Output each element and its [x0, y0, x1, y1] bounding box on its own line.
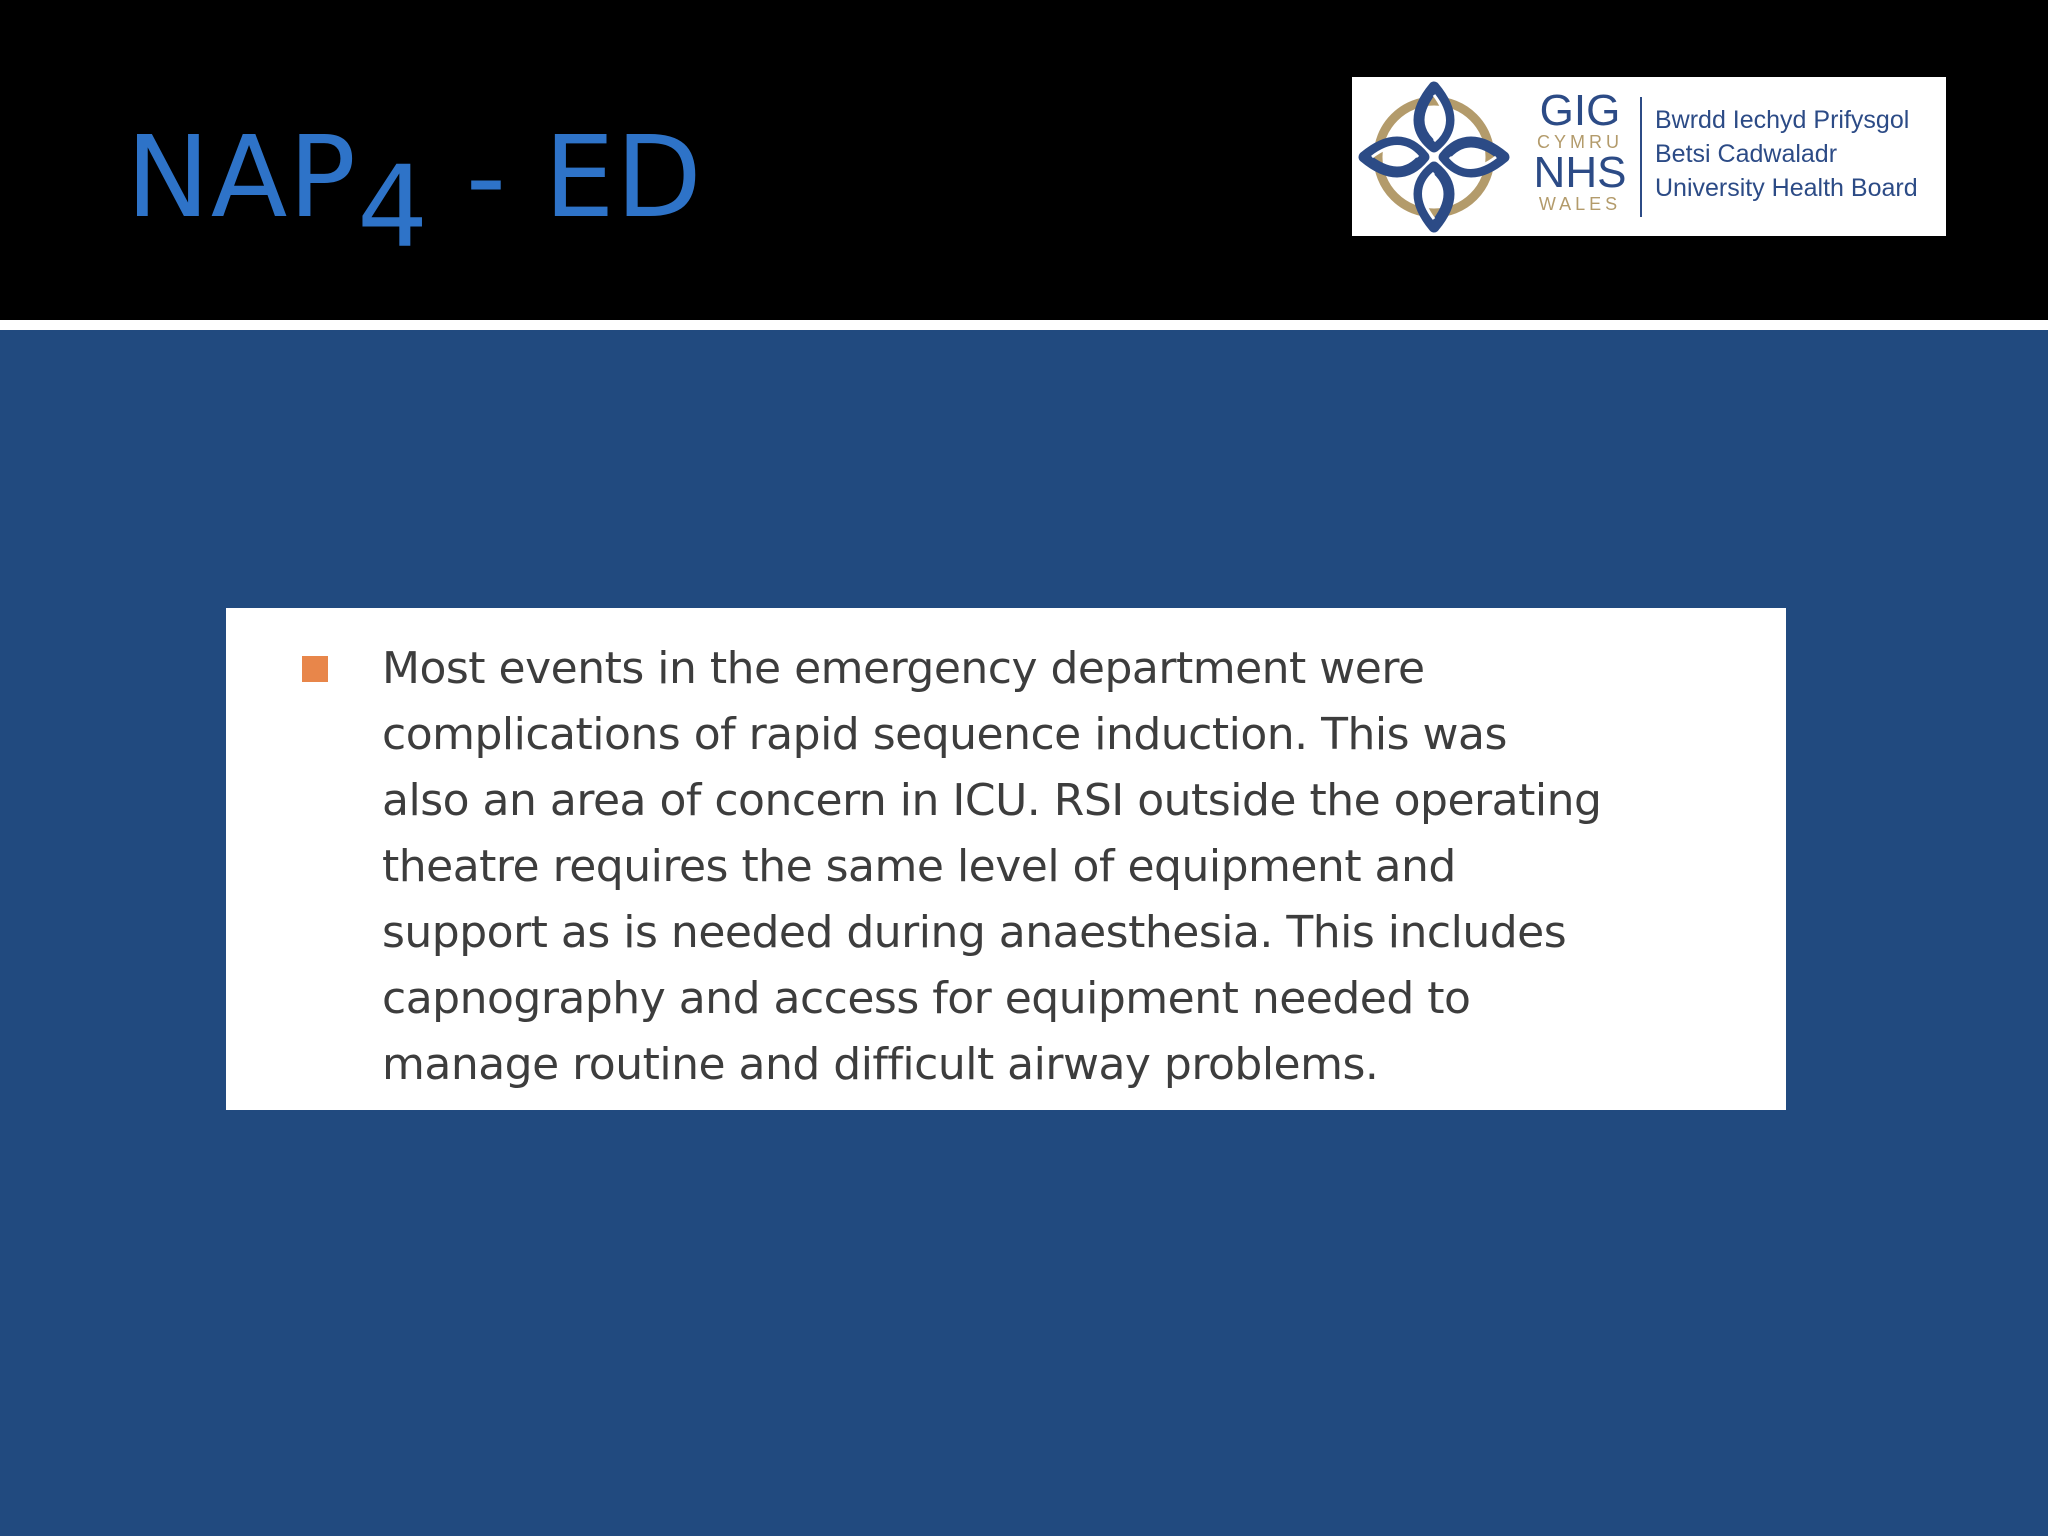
logo-board-name	[1655, 103, 1918, 205]
health-board-logo	[1352, 77, 1946, 236]
bullet-text	[382, 636, 1752, 1098]
logo-divider	[1640, 97, 1642, 217]
title-rest: - ED	[429, 113, 703, 243]
logo-wales-text: WALES	[1538, 194, 1622, 214]
content-box	[226, 608, 1786, 1110]
logo-board-line: University Health Board	[1655, 174, 1918, 202]
text-line: capnography and access for equipment needed to	[382, 973, 1471, 1024]
square-bullet-icon	[302, 656, 328, 682]
logo-nhs-text: NHS	[1533, 148, 1627, 197]
gig-nhs-wordmark	[1520, 86, 1640, 215]
text-line: Most events in the emergency department were	[382, 643, 1425, 694]
title-main: NAP	[126, 113, 357, 243]
text-line: manage routine and difficult airway problems.	[382, 1039, 1379, 1090]
title-subscript: 4	[356, 143, 430, 273]
celtic-knot-logo-icon	[1358, 81, 1510, 233]
text-line: complications of rapid sequence induction. This was	[382, 709, 1507, 760]
logo-cymru-text: CYMRU	[1537, 132, 1623, 152]
header-divider	[0, 320, 2048, 330]
text-line: theatre requires the same level of equipment and	[382, 841, 1456, 892]
logo-gig-text: GIG	[1539, 86, 1621, 135]
logo-board-line: Bwrdd Iechyd Prifysgol	[1655, 106, 1910, 134]
text-line: also an area of concern in ICU. RSI outside the operating	[382, 775, 1602, 826]
slide-title	[126, 108, 703, 273]
logo-board-line: Betsi Cadwaladr	[1655, 140, 1838, 168]
text-line: support as is needed during anaesthesia. This includes	[382, 907, 1567, 958]
